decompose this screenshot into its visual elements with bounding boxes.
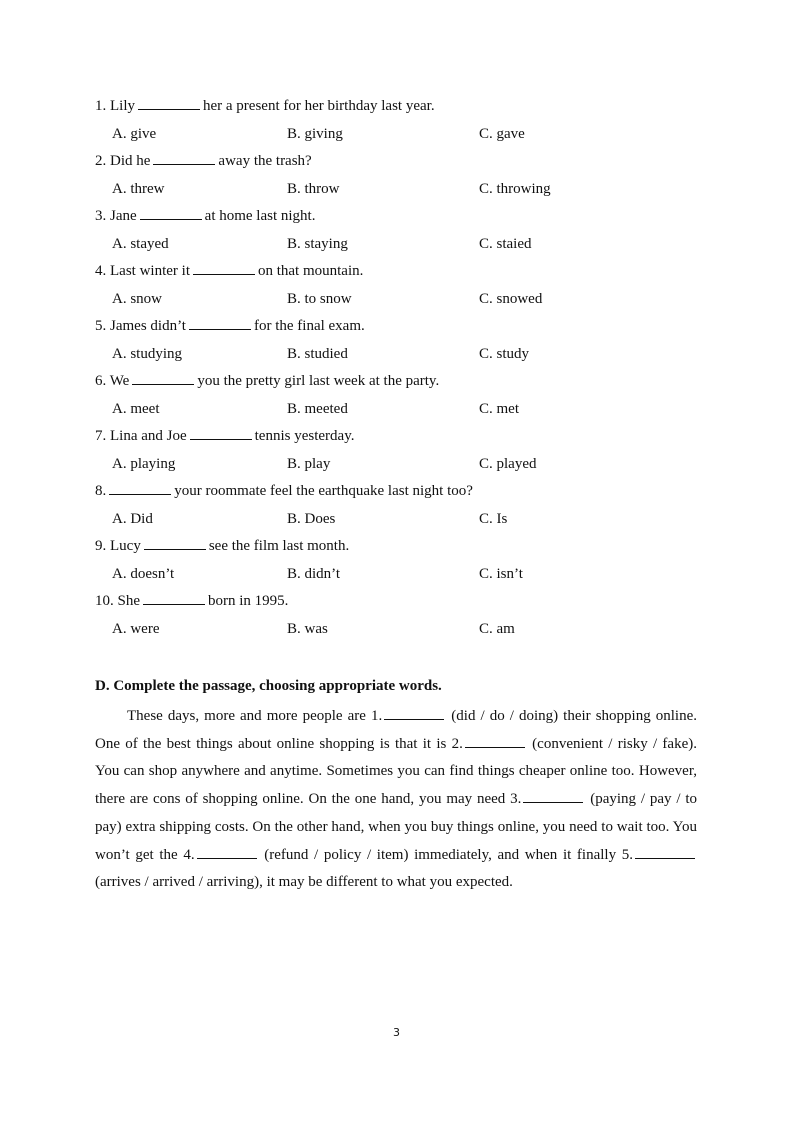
option-a: A. Did (112, 510, 153, 527)
option-b: B. was (287, 620, 328, 637)
option-b: B. play (287, 455, 331, 472)
question-2: 2. Did he away the trash? (95, 153, 312, 169)
option-b: B. meeted (287, 400, 348, 417)
answer-blank[interactable] (132, 372, 194, 385)
option-c: C. snowed (479, 290, 543, 307)
question-7: 7. Lina and Joe tennis yesterday. (95, 428, 355, 444)
passage: These days, more and more people are 1. (did / do / doing) their shopping online. One of the best things about online shopping is that it is 2. (convenient / risky / fake). You can shop anywhere and anytime. Sometimes you can find things cheaper online too. However, there are cons of shopping online. On the one hand, you may need 3. (paying / pay / to pay) extra shipping costs. On the other hand, when you buy things online, you need to wait too. You won’t get the 4. (refund / policy / item) immediately, and when it finally 5. (arrives / arrived / arriving), it may be different to what you expected. (95, 708, 698, 891)
option-c: C. played (479, 455, 537, 472)
options-4 (95, 288, 705, 316)
question-4: 4. Last winter it on that mountain. (95, 263, 364, 279)
option-a: A. give (112, 125, 157, 142)
option-b: B. throw (287, 180, 340, 197)
options-5 (95, 343, 705, 371)
question-8: 8. your roommate feel the earthquake last night too? (95, 483, 473, 499)
option-c: C. staied (479, 235, 532, 252)
passage-blank-2[interactable] (465, 735, 525, 748)
option-b: B. studied (287, 345, 348, 362)
option-c: C. gave (479, 125, 525, 142)
options-1 (95, 123, 705, 151)
passage-blank-5[interactable] (635, 846, 695, 859)
option-c: C. isn’t (479, 565, 523, 582)
option-c: C. Is (479, 510, 508, 527)
option-a: A. doesn’t (112, 565, 175, 582)
option-a: A. playing (112, 455, 176, 472)
question-9: 9. Lucy see the film last month. (95, 538, 350, 554)
option-a: A. were (112, 620, 160, 637)
option-c: C. study (479, 345, 530, 362)
option-c: C. met (479, 400, 519, 417)
options-6 (95, 398, 705, 426)
option-c: C. am (479, 620, 515, 637)
option-a: A. meet (112, 400, 160, 417)
answer-blank[interactable] (153, 152, 215, 165)
section-d (95, 675, 697, 897)
answer-blank[interactable] (138, 97, 200, 110)
option-a: A. threw (112, 180, 165, 197)
answer-blank[interactable] (140, 207, 202, 220)
option-b: B. giving (287, 125, 343, 142)
question-3: 3. Jane at home last night. (95, 208, 316, 224)
passage-blank-3[interactable] (523, 790, 583, 803)
option-b: B. didn’t (287, 565, 341, 582)
multiple-choice-section (95, 95, 705, 645)
options-3 (95, 233, 705, 261)
question-10: 10. She born in 1995. (95, 593, 289, 609)
question-6: 6. We you the pretty girl last week at the party. (95, 373, 440, 389)
options-2 (95, 178, 705, 206)
page-number: 3 (393, 1026, 400, 1039)
question-1: 1. Lily her a present for her birthday last year. (95, 98, 435, 114)
answer-blank[interactable] (193, 262, 255, 275)
option-b: B. Does (287, 510, 336, 527)
answer-blank[interactable] (144, 537, 206, 550)
option-a: A. studying (112, 345, 183, 362)
answer-blank[interactable] (143, 592, 205, 605)
answer-blank[interactable] (190, 427, 252, 440)
passage-blank-1[interactable] (384, 707, 444, 720)
answer-blank[interactable] (109, 482, 171, 495)
option-a: A. snow (112, 290, 163, 307)
options-7 (95, 453, 705, 481)
option-c: C. throwing (479, 180, 551, 197)
options-10 (95, 618, 705, 646)
section-d-title: D. Complete the passage, choosing appropriate words. (95, 678, 442, 694)
question-5: 5. James didn’t for the final exam. (95, 318, 365, 334)
option-b: B. staying (287, 235, 348, 252)
option-a: A. stayed (112, 235, 169, 252)
options-9 (95, 563, 705, 591)
option-b: B. to snow (287, 290, 352, 307)
answer-blank[interactable] (189, 317, 251, 330)
options-8 (95, 508, 705, 536)
passage-blank-4[interactable] (197, 846, 257, 859)
